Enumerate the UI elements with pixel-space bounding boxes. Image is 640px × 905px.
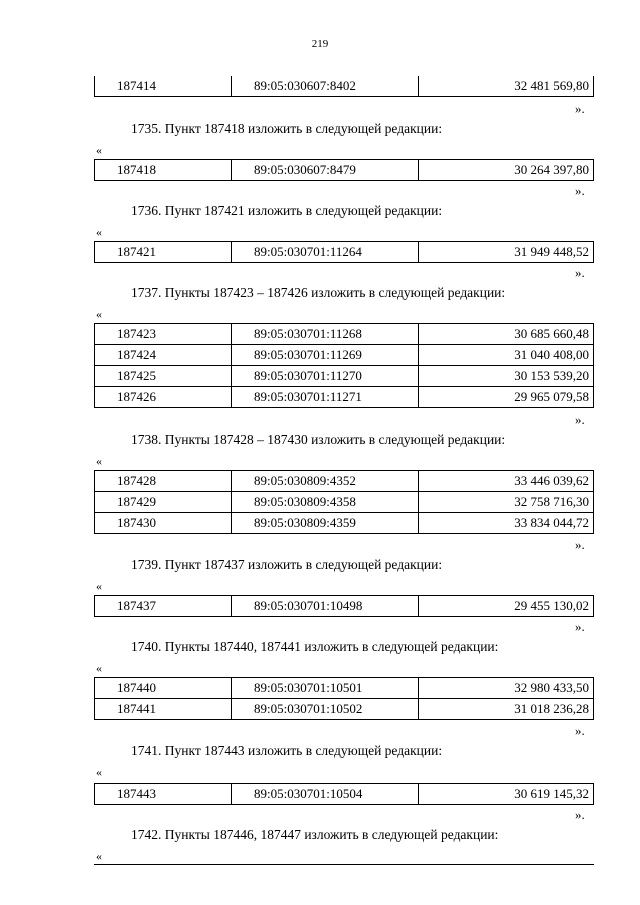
cadastral-number-cell: 89:05:030809:4358 xyxy=(232,492,419,513)
paragraph-heading: 1736. Пункт 187421 изложить в следующей редакции: xyxy=(131,203,443,218)
item-number-cell: 187426 xyxy=(95,387,232,408)
table-row xyxy=(95,596,594,617)
value-cell: 32 758 716,30 xyxy=(419,492,594,513)
continuation-table xyxy=(94,76,594,97)
value-cell: 31 949 448,52 xyxy=(419,242,594,263)
cadastral-number-cell: 89:05:030701:11270 xyxy=(232,366,419,387)
cadastral-number-cell: 89:05:030809:4352 xyxy=(232,471,419,492)
table-top-border xyxy=(94,864,594,865)
item-number-cell: 187437 xyxy=(95,596,232,617)
amendment-table xyxy=(94,241,594,263)
opening-quote: « xyxy=(96,225,102,239)
value-cell: 32 980 433,50 xyxy=(419,678,594,699)
opening-quote: « xyxy=(96,765,102,779)
paragraph-heading: 1741. Пункт 187443 изложить в следующей редакции: xyxy=(131,743,443,758)
closing-quote: ». xyxy=(575,723,585,738)
opening-quote: « xyxy=(96,143,102,157)
value-cell: 30 619 145,32 xyxy=(419,784,594,805)
value-cell: 32 481 569,80 xyxy=(419,76,594,97)
item-number-cell: 187418 xyxy=(95,160,232,181)
cadastral-number-cell: 89:05:030607:8402 xyxy=(232,76,419,97)
closing-quote: ». xyxy=(575,619,585,634)
table-row xyxy=(95,345,594,366)
cadastral-number-cell: 89:05:030701:11264 xyxy=(232,242,419,263)
value-cell: 29 455 130,02 xyxy=(419,596,594,617)
table-row xyxy=(95,678,594,699)
paragraph-heading: 1738. Пункты 187428 – 187430 изложить в следующей редакции: xyxy=(131,432,506,447)
opening-quote: « xyxy=(96,307,102,321)
table-row xyxy=(95,699,594,720)
item-number-cell: 187429 xyxy=(95,492,232,513)
item-number-cell: 187441 xyxy=(95,699,232,720)
table-row xyxy=(95,242,594,263)
paragraph-heading: 1735. Пункт 187418 изложить в следующей редакции: xyxy=(131,121,443,136)
value-cell: 33 834 044,72 xyxy=(419,513,594,534)
item-number-cell: 187424 xyxy=(95,345,232,366)
cadastral-number-cell: 89:05:030701:11268 xyxy=(232,324,419,345)
table-row xyxy=(95,471,594,492)
amendment-table xyxy=(94,323,594,408)
table-row xyxy=(95,513,594,534)
table-row xyxy=(95,492,594,513)
closing-quote: ». xyxy=(575,412,585,427)
table-row xyxy=(95,366,594,387)
item-number-cell: 187421 xyxy=(95,242,232,263)
cadastral-number-cell: 89:05:030701:11269 xyxy=(232,345,419,366)
item-number-cell: 187425 xyxy=(95,366,232,387)
item-number-cell: 187428 xyxy=(95,471,232,492)
amendment-table xyxy=(94,470,594,534)
opening-quote: « xyxy=(96,579,102,593)
amendment-table xyxy=(94,159,594,181)
closing-quote: ». xyxy=(575,183,585,198)
amendment-table xyxy=(94,783,594,805)
opening-quote: « xyxy=(96,454,102,468)
closing-quote: ». xyxy=(575,537,585,552)
cadastral-number-cell: 89:05:030607:8479 xyxy=(232,160,419,181)
paragraph-heading: 1739. Пункт 187437 изложить в следующей редакции: xyxy=(131,557,443,572)
cadastral-number-cell: 89:05:030701:10501 xyxy=(232,678,419,699)
paragraph-heading: 1740. Пункты 187440, 187441 изложить в следующей редакции: xyxy=(131,639,499,654)
amendment-table xyxy=(94,677,594,720)
table-row xyxy=(95,784,594,805)
table-row xyxy=(95,387,594,408)
opening-quote: « xyxy=(96,661,102,675)
closing-quote: ». xyxy=(575,101,585,116)
cadastral-number-cell: 89:05:030701:10504 xyxy=(232,784,419,805)
cadastral-number-cell: 89:05:030701:11271 xyxy=(232,387,419,408)
closing-quote: ». xyxy=(575,265,585,280)
item-number-cell: 187423 xyxy=(95,324,232,345)
paragraph-heading: 1737. Пункты 187423 – 187426 изложить в следующей редакции: xyxy=(131,285,506,300)
table-row xyxy=(95,160,594,181)
item-number-cell: 187414 xyxy=(95,76,232,97)
cadastral-number-cell: 89:05:030701:10498 xyxy=(232,596,419,617)
value-cell: 30 264 397,80 xyxy=(419,160,594,181)
value-cell: 30 685 660,48 xyxy=(419,324,594,345)
amendment-table xyxy=(94,595,594,617)
paragraph-heading: 1742. Пункты 187446, 187447 изложить в следующей редакции: xyxy=(131,827,499,842)
item-number-cell: 187440 xyxy=(95,678,232,699)
value-cell: 30 153 539,20 xyxy=(419,366,594,387)
cadastral-number-cell: 89:05:030809:4359 xyxy=(232,513,419,534)
cadastral-number-cell: 89:05:030701:10502 xyxy=(232,699,419,720)
table-row xyxy=(95,76,594,97)
item-number-cell: 187443 xyxy=(95,784,232,805)
value-cell: 33 446 039,62 xyxy=(419,471,594,492)
table-row xyxy=(95,324,594,345)
opening-quote: « xyxy=(96,849,102,863)
closing-quote: ». xyxy=(575,807,585,822)
value-cell: 31 040 408,00 xyxy=(419,345,594,366)
value-cell: 31 018 236,28 xyxy=(419,699,594,720)
page-number: 219 xyxy=(311,38,329,50)
item-number-cell: 187430 xyxy=(95,513,232,534)
value-cell: 29 965 079,58 xyxy=(419,387,594,408)
